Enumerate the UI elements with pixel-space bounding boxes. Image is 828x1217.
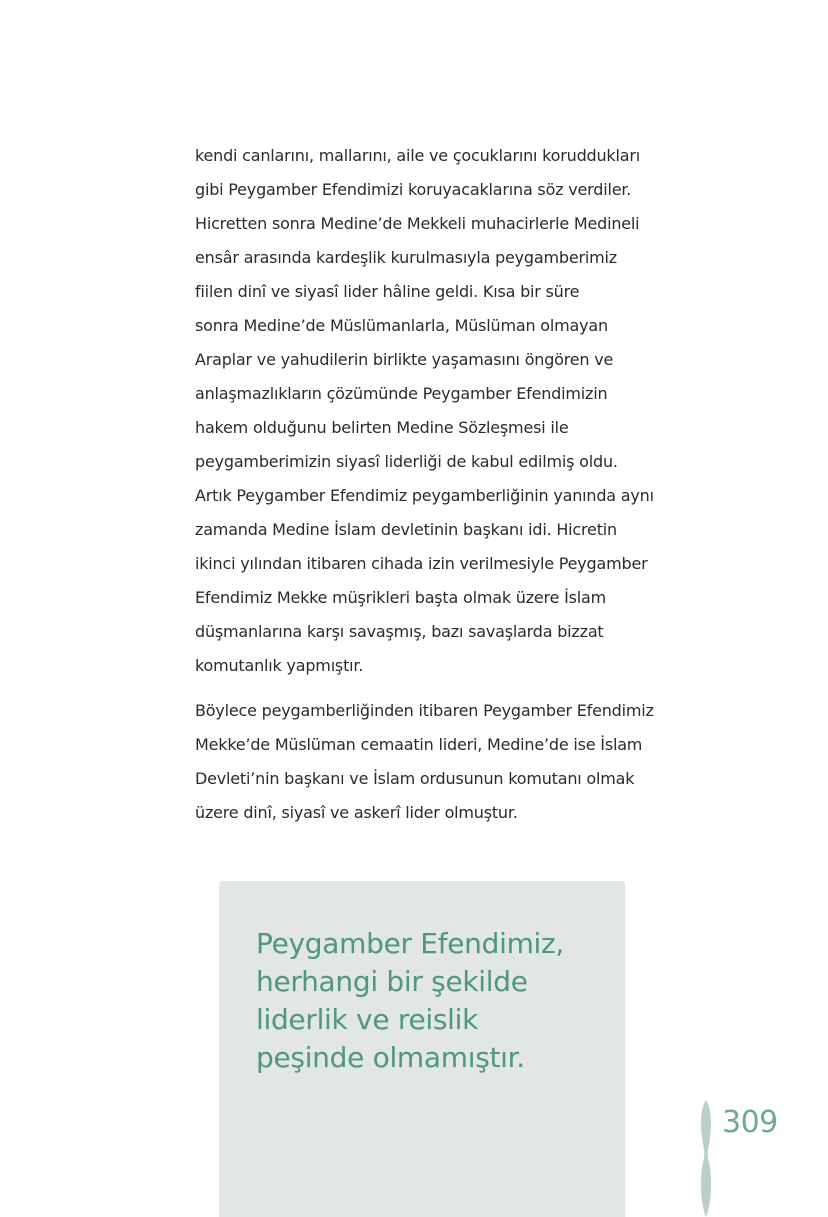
pull-quote-line: herhangi bir şekilde: [256, 965, 528, 998]
text-line: düşmanlarına karşı savaşmış, bazı savaşlarda bizzat: [195, 622, 604, 641]
pull-quote: [256, 925, 616, 1077]
text-line: ensâr arasında kardeşlik kurulmasıyla peygamberimiz: [195, 248, 617, 267]
page-ornament-icon: [698, 1100, 714, 1217]
pull-quote-line: peşinde olmamıştır.: [256, 1041, 525, 1074]
paragraph-spacer: [195, 683, 715, 694]
text-line: Devleti’nin başkanı ve İslam ordusunun komutanı olmak: [195, 769, 635, 788]
text-line: sonra Medine’de Müslümanlarla, Müslüman olmayan: [195, 316, 608, 335]
text-line: hakem olduğunu belirten Medine Sözleşmesi ile: [195, 418, 569, 437]
paragraph-1: [195, 139, 715, 683]
pull-quote-line: Peygamber Efendimiz,: [256, 927, 565, 960]
text-line: peygamberimizin siyasî liderliği de kabul edilmiş oldu.: [195, 452, 618, 471]
body-text: [195, 139, 715, 830]
page-number: 309: [722, 1105, 778, 1140]
text-line: Artık Peygamber Efendimiz peygamberliğinin yanında aynı: [195, 486, 654, 505]
text-line: zamanda Medine İslam devletinin başkanı idi. Hicretin: [195, 520, 617, 539]
text-line: Hicretten sonra Medine’de Mekkeli muhacirlerle Medineli: [195, 214, 640, 233]
text-line: anlaşmazlıkların çözümünde Peygamber Efendimizin: [195, 384, 608, 403]
text-line: fiilen dinî ve siyasî lider hâline geldi. Kısa bir süre: [195, 282, 580, 301]
text-line: ikinci yılından itibaren cihada izin verilmesiyle Peygamber: [195, 554, 648, 573]
pull-quote-line: liderlik ve reislik: [256, 1003, 479, 1036]
text-line: gibi Peygamber Efendimizi koruyacaklarına söz verdiler.: [195, 180, 632, 199]
text-line: kendi canlarını, mallarını, aile ve çocuklarını koruddukları: [195, 146, 640, 165]
text-line: komutanlık yapmıştır.: [195, 656, 364, 675]
text-line: Mekke’de Müslüman cemaatin lideri, Medine’de ise İslam: [195, 735, 643, 754]
text-line: üzere dinî, siyasî ve askerî lider olmuştur.: [195, 803, 518, 822]
text-line: Efendimiz Mekke müşrikleri başta olmak üzere İslam: [195, 588, 607, 607]
paragraph-2: [195, 694, 715, 830]
text-line: Araplar ve yahudilerin birlikte yaşamasını öngören ve: [195, 350, 614, 369]
text-line: Böylece peygamberliğinden itibaren Peygamber Efendimiz: [195, 701, 654, 720]
